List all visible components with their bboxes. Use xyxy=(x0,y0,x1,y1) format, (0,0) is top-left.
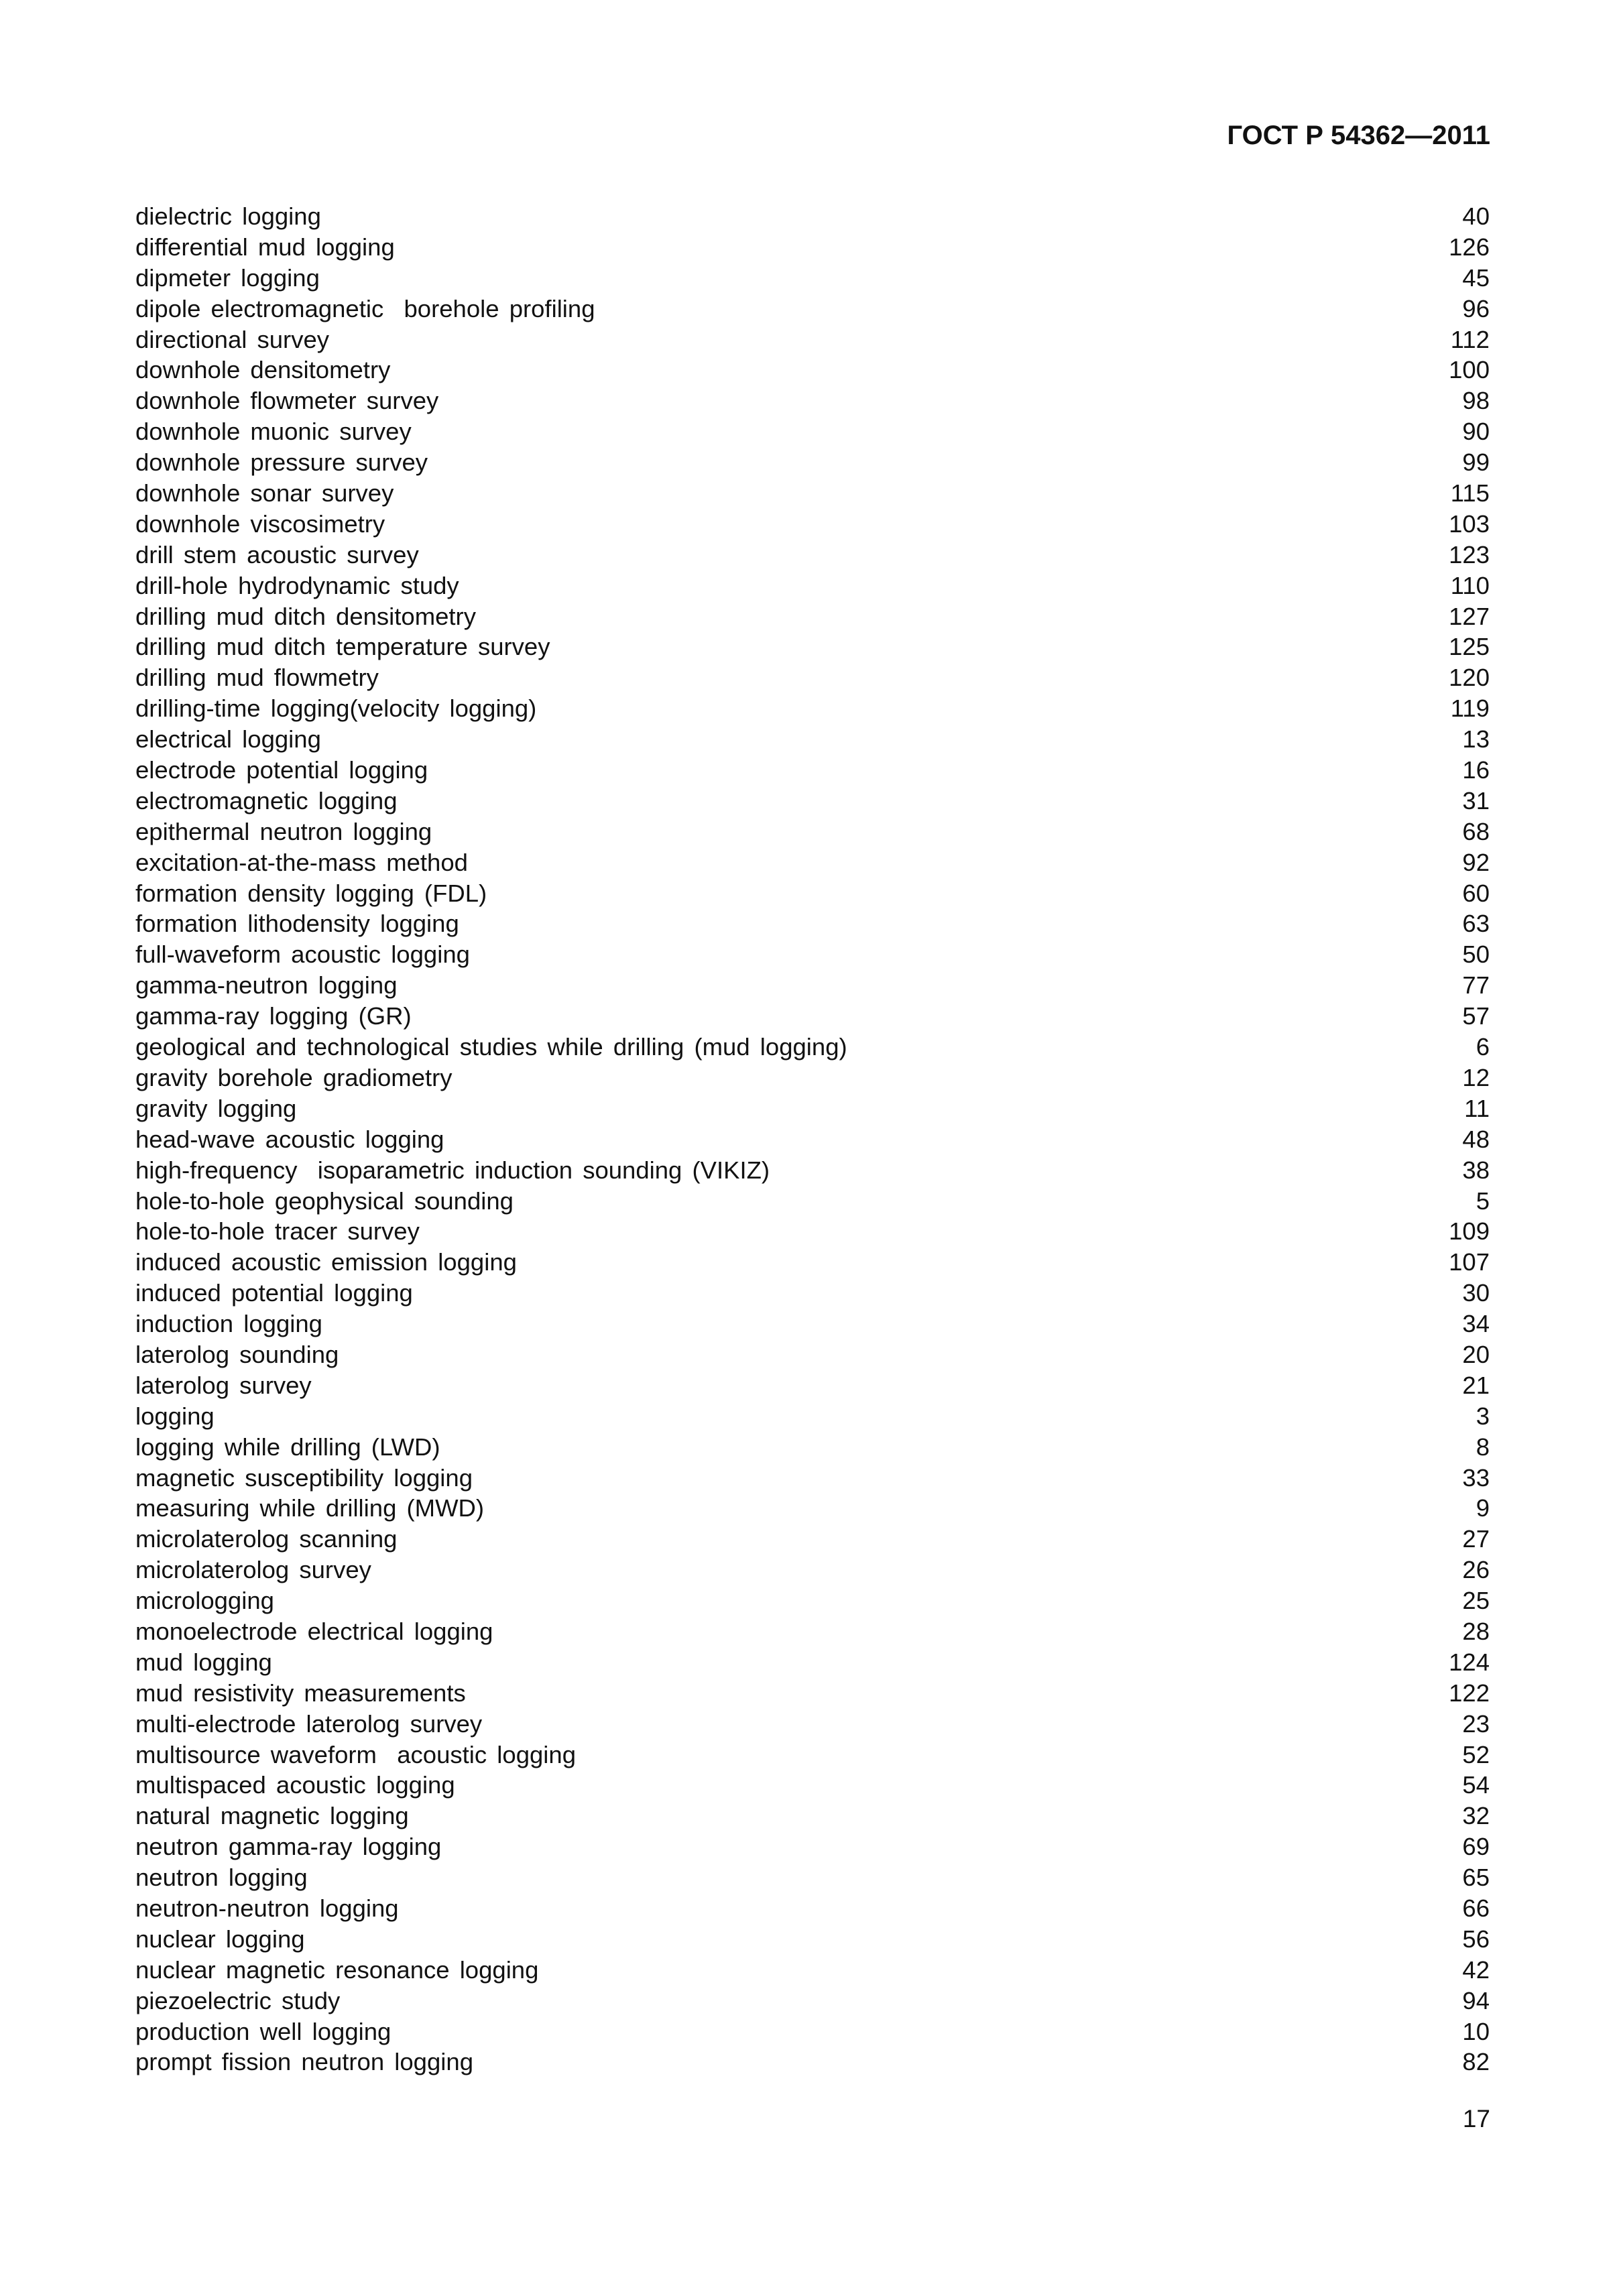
index-term: laterolog sounding xyxy=(135,1340,339,1368)
index-term: drilling mud ditch densitometry xyxy=(135,602,476,630)
index-term-number: 32 xyxy=(1462,1802,1490,1830)
index-term: neutron gamma-ray logging xyxy=(135,1833,442,1861)
index-entry xyxy=(135,540,1490,570)
index-term: multisource waveform acoustic logging xyxy=(135,1740,577,1768)
index-term-number: 50 xyxy=(1462,941,1490,969)
index-term-number: 27 xyxy=(1462,1525,1490,1553)
index-term-number: 28 xyxy=(1462,1617,1490,1645)
index-term-number: 100 xyxy=(1449,356,1490,384)
index-term-number: 125 xyxy=(1449,633,1490,661)
index-term: micrologging xyxy=(135,1587,274,1615)
index-term-number: 45 xyxy=(1462,263,1490,292)
index-entry xyxy=(135,970,1490,1001)
index-term: mud logging xyxy=(135,1648,272,1676)
index-term: downhole densitometry xyxy=(135,356,391,384)
index-term: production well logging xyxy=(135,2017,392,2045)
index-term-number: 112 xyxy=(1450,325,1490,353)
index-term-number: 60 xyxy=(1462,879,1490,907)
index-term: multispaced acoustic logging xyxy=(135,1771,455,1799)
index-entry xyxy=(135,939,1490,970)
index-entry xyxy=(135,662,1490,693)
index-entry xyxy=(135,2016,1490,2047)
index-term: drilling mud ditch temperature survey xyxy=(135,633,550,661)
index-term-number: 96 xyxy=(1462,294,1490,322)
index-term-number: 127 xyxy=(1449,602,1490,630)
index-entry xyxy=(135,724,1490,755)
index-term: directional survey xyxy=(135,325,330,353)
index-entry xyxy=(135,263,1490,294)
document-standard-header: ГОСТ Р 54362—2011 xyxy=(1227,121,1490,150)
index-entry xyxy=(135,1770,1490,1801)
index-term: induction logging xyxy=(135,1310,322,1338)
index-term-number: 124 xyxy=(1449,1648,1490,1676)
index-entry xyxy=(135,1524,1490,1555)
index-entry xyxy=(135,847,1490,878)
index-entry xyxy=(135,1709,1490,1740)
index-term: drill stem acoustic survey xyxy=(135,540,419,568)
index-term-number: 26 xyxy=(1462,1556,1490,1584)
index-term-number: 77 xyxy=(1462,971,1490,1000)
index-entry xyxy=(135,1247,1490,1278)
index-term: microlaterolog scanning xyxy=(135,1525,398,1553)
index-term: drilling mud flowmetry xyxy=(135,664,379,692)
index-term-number: 68 xyxy=(1462,817,1490,845)
index-term-number: 6 xyxy=(1476,1033,1490,1061)
index-term-number: 119 xyxy=(1450,694,1490,723)
index-term: dielectric logging xyxy=(135,202,321,230)
index-term-number: 34 xyxy=(1462,1310,1490,1338)
index-term: formation density logging (FDL) xyxy=(135,879,487,907)
index-term-number: 120 xyxy=(1449,664,1490,692)
index-term-number: 10 xyxy=(1462,2017,1490,2045)
index-term-number: 56 xyxy=(1462,1925,1490,1953)
index-term-number: 52 xyxy=(1462,1740,1490,1768)
index-term-number: 109 xyxy=(1449,1217,1490,1246)
index-term: gamma-ray logging (GR) xyxy=(135,1002,412,1030)
index-entry xyxy=(135,817,1490,847)
index-term-number: 9 xyxy=(1476,1494,1490,1522)
index-term-number: 16 xyxy=(1462,756,1490,784)
index-term: microlaterolog survey xyxy=(135,1556,371,1584)
index-entry xyxy=(135,1001,1490,1032)
index-term-number: 23 xyxy=(1462,1709,1490,1738)
index-term: downhole viscosimetry xyxy=(135,509,385,538)
index-term-number: 38 xyxy=(1462,1156,1490,1184)
index-term: downhole flowmeter survey xyxy=(135,387,439,415)
index-entry xyxy=(135,1278,1490,1309)
index-term-number: 92 xyxy=(1462,848,1490,876)
index-entry xyxy=(135,601,1490,632)
index-term-number: 99 xyxy=(1462,448,1490,477)
index-entry xyxy=(135,1032,1490,1063)
index-term-number: 5 xyxy=(1476,1187,1490,1215)
index-term-number: 107 xyxy=(1449,1248,1490,1276)
index-entry xyxy=(135,385,1490,416)
index-term-number: 21 xyxy=(1462,1371,1490,1399)
index-term-number: 11 xyxy=(1464,1094,1490,1122)
index-term: electrical logging xyxy=(135,725,321,753)
index-term: hole-to-hole geophysical sounding xyxy=(135,1187,514,1215)
index-entry xyxy=(135,1862,1490,1893)
index-entry xyxy=(135,1216,1490,1247)
index-entry xyxy=(135,1463,1490,1494)
index-term: full-waveform acoustic logging xyxy=(135,941,470,969)
index-entry xyxy=(135,1801,1490,1831)
index-entry xyxy=(135,201,1490,232)
index-term-number: 30 xyxy=(1462,1279,1490,1307)
index-term-number: 103 xyxy=(1449,509,1490,538)
index-term: logging while drilling (LWD) xyxy=(135,1433,440,1461)
index-term: nuclear magnetic resonance logging xyxy=(135,1955,539,1984)
index-term: measuring while drilling (MWD) xyxy=(135,1494,485,1522)
index-entry xyxy=(135,1063,1490,1093)
index-entry xyxy=(135,1555,1490,1585)
index-term: piezoelectric study xyxy=(135,1986,341,2014)
index-entry xyxy=(135,786,1490,817)
index-entry xyxy=(135,631,1490,662)
index-term: high-frequency isoparametric induction sounding (VIKIZ) xyxy=(135,1156,770,1184)
index-entry xyxy=(135,478,1490,509)
index-term-number: 123 xyxy=(1449,540,1490,568)
index-term: multi-electrode laterolog survey xyxy=(135,1709,483,1738)
index-term-number: 90 xyxy=(1462,418,1490,446)
index-entry xyxy=(135,1186,1490,1217)
index-entry xyxy=(135,1678,1490,1709)
index-entry xyxy=(135,1124,1490,1155)
index-term-number: 54 xyxy=(1462,1771,1490,1799)
index-term: downhole sonar survey xyxy=(135,479,394,507)
index-term-number: 57 xyxy=(1462,1002,1490,1030)
index-entry xyxy=(135,1924,1490,1955)
index-term: dipmeter logging xyxy=(135,263,320,292)
index-term-number: 33 xyxy=(1462,1463,1490,1492)
index-term-number: 69 xyxy=(1462,1833,1490,1861)
index-term: gravity logging xyxy=(135,1094,297,1122)
index-entry xyxy=(135,1432,1490,1463)
index-term: dipole electromagnetic borehole profiling xyxy=(135,294,595,322)
index-entry xyxy=(135,1616,1490,1647)
index-entry xyxy=(135,447,1490,478)
index-term-number: 63 xyxy=(1462,910,1490,938)
index-entry xyxy=(135,1893,1490,1924)
index-term-number: 13 xyxy=(1462,725,1490,753)
index-term: epithermal neutron logging xyxy=(135,817,432,845)
index-term-number: 8 xyxy=(1476,1433,1490,1461)
index-entry xyxy=(135,693,1490,724)
index-term: head-wave acoustic logging xyxy=(135,1125,444,1153)
index-term: induced potential logging xyxy=(135,1279,413,1307)
index-entry xyxy=(135,1740,1490,1770)
index-term-number: 98 xyxy=(1462,387,1490,415)
index-term: neutron-neutron logging xyxy=(135,1894,399,1922)
index-entry xyxy=(135,232,1490,263)
index-term-number: 122 xyxy=(1449,1679,1490,1707)
index-entry xyxy=(135,1647,1490,1678)
index-term: nuclear logging xyxy=(135,1925,305,1953)
index-term: geological and technological studies while drilling (mud logging) xyxy=(135,1033,847,1061)
page-number: 17 xyxy=(1462,2105,1490,2132)
index-term-number: 65 xyxy=(1462,1864,1490,1892)
index-entry xyxy=(135,2047,1490,2077)
index-entry xyxy=(135,355,1490,385)
index-entry xyxy=(135,570,1490,601)
index-entry xyxy=(135,908,1490,939)
index-term: gamma-neutron logging xyxy=(135,971,398,1000)
index-term: logging xyxy=(135,1402,215,1430)
index-term-number: 126 xyxy=(1449,233,1490,261)
index-term: induced acoustic emission logging xyxy=(135,1248,517,1276)
index-term: downhole pressure survey xyxy=(135,448,428,477)
index-entry xyxy=(135,1155,1490,1186)
index-entry xyxy=(135,1339,1490,1370)
index-entry xyxy=(135,1493,1490,1524)
index-term-number: 12 xyxy=(1462,1063,1490,1091)
index-term: mud resistivity measurements xyxy=(135,1679,466,1707)
index-term-number: 48 xyxy=(1462,1125,1490,1153)
index-term: formation lithodensity logging xyxy=(135,910,459,938)
index-term: electromagnetic logging xyxy=(135,786,398,814)
index-term-number: 3 xyxy=(1476,1402,1490,1430)
index-term-number: 25 xyxy=(1462,1587,1490,1615)
index-term-number: 31 xyxy=(1462,786,1490,814)
index-term-number: 82 xyxy=(1462,2048,1490,2076)
index-entry xyxy=(135,294,1490,324)
index-term: magnetic susceptibility logging xyxy=(135,1463,473,1492)
index-entry xyxy=(135,1986,1490,2016)
index-term: electrode potential logging xyxy=(135,756,428,784)
index-entry xyxy=(135,1309,1490,1339)
index-entry xyxy=(135,878,1490,909)
index-term: natural magnetic logging xyxy=(135,1802,409,1830)
index-entry xyxy=(135,509,1490,540)
index-term: hole-to-hole tracer survey xyxy=(135,1217,420,1246)
index-term: excitation-at-the-mass method xyxy=(135,848,468,876)
index-term: prompt fission neutron logging xyxy=(135,2048,473,2076)
index-term-number: 94 xyxy=(1462,1986,1490,2014)
index-entry xyxy=(135,1831,1490,1862)
index-term-number: 42 xyxy=(1462,1955,1490,1984)
index-entry xyxy=(135,416,1490,447)
index-term: laterolog survey xyxy=(135,1371,312,1399)
index-entry xyxy=(135,1093,1490,1124)
index-entry xyxy=(135,755,1490,786)
index-entry xyxy=(135,1401,1490,1432)
index-term: drilling-time logging(velocity logging) xyxy=(135,694,537,723)
index-entry xyxy=(135,1955,1490,1986)
index-entry xyxy=(135,1370,1490,1401)
index-term-number: 66 xyxy=(1462,1894,1490,1922)
term-index-list xyxy=(135,201,1490,2077)
index-term: differential mud logging xyxy=(135,233,395,261)
index-term: drill-hole hydrodynamic study xyxy=(135,571,459,599)
index-term-number: 40 xyxy=(1462,202,1490,230)
index-term-number: 110 xyxy=(1450,571,1490,599)
index-term: gravity borehole gradiometry xyxy=(135,1063,453,1091)
index-entry xyxy=(135,324,1490,355)
index-term: downhole muonic survey xyxy=(135,418,412,446)
index-term: monoelectrode electrical logging xyxy=(135,1617,493,1645)
index-entry xyxy=(135,1585,1490,1616)
index-term: neutron logging xyxy=(135,1864,308,1892)
index-term-number: 20 xyxy=(1462,1340,1490,1368)
index-term-number: 115 xyxy=(1450,479,1490,507)
